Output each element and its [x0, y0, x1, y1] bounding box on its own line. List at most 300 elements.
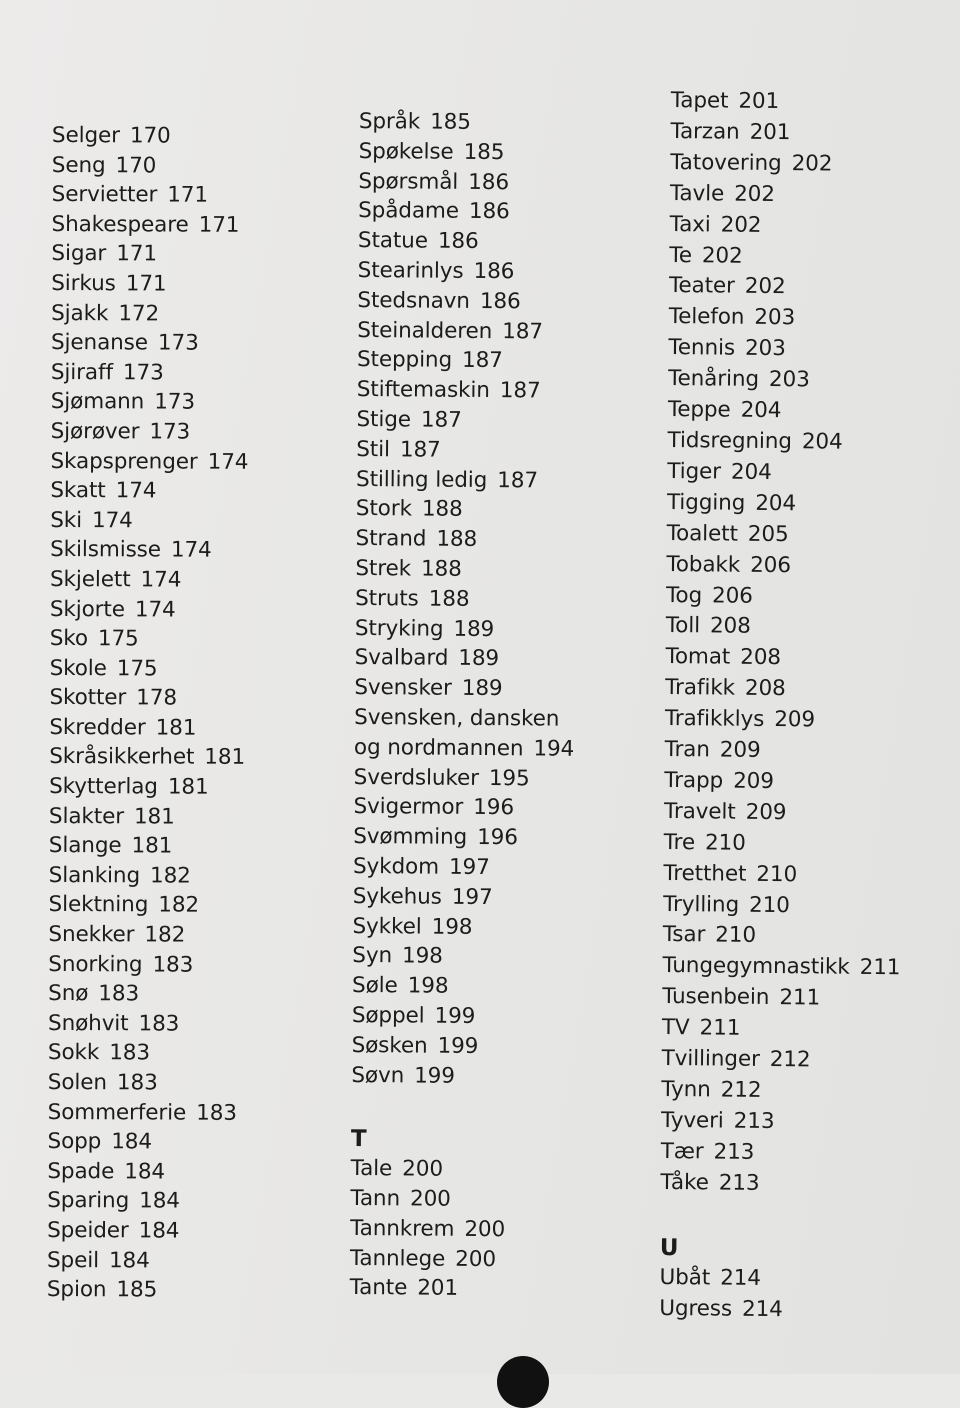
index-page-number: 208	[710, 614, 751, 639]
index-entry	[669, 271, 907, 304]
index-page-number: 186	[468, 169, 509, 194]
index-page-number: 185	[116, 1277, 157, 1302]
index-page-number: 171	[126, 271, 167, 296]
index-entry	[49, 742, 247, 772]
index-page-number: 197	[452, 884, 493, 909]
index-page-number: 173	[158, 331, 199, 356]
index-page-number: 170	[116, 153, 157, 178]
index-term: Speider	[47, 1218, 129, 1243]
index-entry	[47, 1275, 245, 1305]
index-term: Teppe	[668, 397, 731, 423]
index-page-number: 201	[417, 1276, 458, 1301]
index-page-number: 213	[734, 1109, 775, 1134]
index-entry	[664, 735, 902, 768]
index-term: Søsken	[352, 1033, 428, 1059]
index-entry	[47, 1157, 245, 1187]
index-page-number: 184	[139, 1189, 180, 1214]
index-term: Trafikk	[665, 675, 735, 701]
index-term: Snøhvit	[48, 1011, 129, 1036]
index-term: Stepping	[357, 347, 452, 373]
index-term: Strek	[355, 556, 411, 581]
index-page-number: 202	[745, 274, 786, 299]
index-entry	[358, 196, 578, 228]
index-page-number: 211	[860, 955, 901, 980]
index-entry	[51, 299, 249, 329]
index-page-number: 187	[421, 407, 462, 432]
index-page-number: 199	[437, 1033, 478, 1058]
index-page-number: 187	[500, 378, 541, 403]
index-term: Snekker	[48, 922, 134, 947]
index-term: Skilsmisse	[50, 537, 161, 562]
index-term: Stork	[356, 496, 412, 521]
index-page-number: 183	[109, 1041, 150, 1066]
index-entry	[50, 565, 248, 595]
index-term: Stilling ledig	[356, 467, 487, 493]
index-entry	[670, 179, 908, 212]
index-page-number: 188	[422, 497, 463, 522]
index-entry	[659, 1263, 897, 1296]
index-page-number: 184	[111, 1129, 152, 1154]
index-page-number: 203	[769, 367, 810, 392]
index-term: Spøkelse	[359, 139, 454, 165]
index-entry	[662, 1013, 900, 1046]
index-entry	[358, 226, 578, 258]
index-term: Tsar	[663, 922, 706, 947]
index-term: Slektning	[49, 892, 149, 917]
index-page-number: 182	[144, 922, 185, 947]
index-entry	[48, 1038, 246, 1068]
index-term: Svensken, dansken	[354, 705, 559, 732]
index-entry	[51, 269, 249, 299]
index-page-number: 187	[462, 348, 503, 373]
index-term: Skredder	[49, 715, 145, 740]
index-entry	[661, 1106, 899, 1139]
index-term: Tannkrem	[350, 1216, 454, 1242]
index-entry	[351, 1060, 571, 1092]
index-page-number: 178	[136, 686, 177, 711]
index-page-number: 189	[462, 676, 503, 701]
index-entry	[664, 797, 902, 830]
index-entry	[670, 117, 908, 150]
index-term: Tannlege	[350, 1246, 445, 1272]
index-term: Syn	[352, 943, 392, 968]
index-term: Tog	[666, 582, 702, 607]
index-term: og nordmannen	[354, 735, 524, 761]
index-entry	[352, 911, 572, 943]
index-term: Tobakk	[666, 552, 740, 578]
index-entry	[49, 861, 247, 891]
index-page-number: 206	[750, 552, 791, 577]
index-page-number: 202	[721, 212, 762, 237]
index-term: Trylling	[663, 892, 739, 918]
index-term: Tre	[664, 830, 696, 855]
index-page-number: 188	[436, 527, 477, 552]
index-term: Skotter	[49, 685, 126, 710]
index-term: Svensker	[354, 675, 452, 701]
index-entry	[667, 488, 905, 521]
index-entry	[663, 859, 901, 892]
index-entry	[48, 1068, 246, 1098]
index-page-number: 211	[779, 985, 820, 1010]
index-entry	[352, 941, 572, 973]
index-entry	[47, 1127, 245, 1157]
index-entry	[355, 614, 575, 646]
index-term: Tarzan	[670, 119, 739, 145]
index-entry	[359, 137, 579, 169]
index-entry	[357, 345, 577, 377]
index-entry	[354, 673, 574, 705]
index-term: Sirkus	[51, 271, 116, 296]
index-term: Sykkel	[352, 913, 421, 939]
index-term: Shakespeare	[51, 212, 188, 238]
index-term: Sigar	[51, 241, 106, 266]
index-term: Sjørøver	[51, 419, 140, 444]
index-term: Sokk	[48, 1040, 99, 1065]
index-entry	[48, 920, 246, 950]
index-page-number: 202	[792, 151, 833, 176]
index-entry	[355, 524, 575, 556]
index-term: Trafikklys	[665, 706, 765, 732]
index-page-number: 175	[117, 656, 158, 681]
index-entry	[51, 387, 249, 417]
index-page-number: 200	[410, 1187, 451, 1212]
index-entry	[48, 1009, 246, 1039]
index-term: Svømming	[353, 824, 467, 850]
index-term: Struts	[355, 586, 419, 611]
index-term: Travelt	[664, 799, 736, 825]
index-term: Sverdsluker	[354, 765, 479, 791]
index-entry	[671, 86, 909, 119]
index-entry	[49, 772, 247, 802]
index-entry	[50, 506, 248, 536]
index-term: Skjorte	[50, 596, 125, 621]
index-entry	[353, 852, 573, 884]
index-entry	[669, 302, 907, 335]
index-term: Snø	[48, 981, 88, 1006]
index-term: Tale	[351, 1156, 393, 1181]
index-page-number: 183	[138, 1011, 179, 1036]
index-entry	[50, 535, 248, 565]
index-term: Sjenanse	[51, 330, 148, 355]
index-term: Tyveri	[661, 1108, 724, 1134]
index-page-number: 189	[453, 616, 494, 641]
index-entry	[351, 1154, 571, 1186]
index-entry	[667, 519, 905, 552]
index-term: Slange	[49, 833, 122, 858]
index-term: Tåke	[660, 1170, 709, 1195]
index-term: Sykdom	[353, 854, 439, 880]
index-page-number: 172	[118, 301, 159, 326]
index-page-number: 213	[713, 1139, 754, 1164]
index-term: Slakter	[49, 804, 124, 829]
index-term: Spørsmål	[358, 169, 458, 195]
index-page-number: 181	[168, 775, 209, 800]
index-entry	[52, 151, 250, 181]
index-entry	[356, 405, 576, 437]
index-entry	[352, 971, 572, 1003]
index-term: Stryking	[355, 616, 444, 642]
index-term: Tidsregning	[667, 428, 792, 454]
index-term: Servietter	[52, 182, 158, 207]
index-entry	[49, 713, 247, 743]
index-page-number: 182	[150, 863, 191, 888]
index-term: Toll	[666, 613, 700, 638]
index-term: Skjelett	[50, 567, 131, 592]
index-entry	[670, 148, 908, 181]
index-term: Tigging	[667, 490, 746, 516]
index-term: Snorking	[48, 952, 142, 977]
index-term: Taxi	[670, 212, 711, 237]
index-entry	[664, 828, 902, 861]
index-page-number: 208	[740, 645, 781, 670]
index-term: Tvillinger	[662, 1046, 760, 1072]
index-page-number: 199	[434, 1004, 475, 1029]
index-page-number: 174	[208, 449, 249, 474]
index-term: Tapet	[671, 88, 729, 114]
index-page-number: 173	[123, 360, 164, 385]
index-term: Strand	[356, 526, 427, 552]
index-term: Solen	[48, 1070, 107, 1095]
index-page-number: 200	[455, 1246, 496, 1271]
index-entry	[350, 1244, 570, 1276]
section-letter: T	[351, 1124, 571, 1156]
index-page-number: 204	[755, 491, 796, 516]
index-page-number: 194	[533, 736, 574, 761]
index-term: Trapp	[664, 768, 723, 794]
index-page-number: 212	[770, 1047, 811, 1072]
index-term: Skatt	[50, 478, 105, 503]
index-term: Sykehus	[353, 884, 442, 910]
index-page-number: 171	[199, 212, 240, 237]
index-page-number: 183	[196, 1100, 237, 1125]
index-term: Stedsnavn	[357, 288, 470, 314]
page-number-dot	[497, 1356, 549, 1408]
index-page-number: 210	[749, 892, 790, 917]
index-page-number: 198	[408, 974, 449, 999]
index-page-number: 202	[734, 181, 775, 206]
index-term: Tann	[350, 1186, 400, 1211]
index-page-number: 204	[731, 459, 772, 484]
index-term: Telefon	[669, 304, 745, 330]
index-entry	[670, 210, 908, 243]
index-entry	[50, 624, 248, 654]
index-entry	[49, 683, 247, 713]
index-page-number: 210	[756, 862, 797, 887]
index-entry	[668, 364, 906, 397]
index-page-number: 171	[116, 242, 157, 267]
index-page-number: 184	[109, 1248, 150, 1273]
index-page-number: 173	[149, 419, 190, 444]
index-entry	[51, 210, 249, 240]
index-term: Teater	[669, 273, 735, 299]
index-entry	[50, 476, 248, 506]
index-term: Tungegymnastikk	[662, 953, 849, 980]
index-entry	[665, 673, 903, 706]
index-entry	[352, 1031, 572, 1063]
index-page-number: 174	[135, 597, 176, 622]
index-entry	[49, 802, 247, 832]
index-page-number: 187	[400, 437, 441, 462]
index-entry	[665, 704, 903, 737]
index-entry	[357, 316, 577, 348]
index-entry	[47, 1246, 245, 1276]
index-entry	[357, 375, 577, 407]
index-entry	[350, 1273, 570, 1305]
index-term: Toalett	[667, 521, 738, 547]
index-entry	[51, 358, 249, 388]
index-page-number: 181	[134, 804, 175, 829]
index-term: Stil	[356, 437, 390, 462]
index-term: Stige	[356, 407, 411, 432]
index-page-number: 214	[742, 1296, 783, 1321]
index-entry	[662, 1044, 900, 1077]
index-term: Stearinlys	[358, 258, 464, 284]
index-entry	[667, 457, 905, 490]
index-page-number: 209	[720, 738, 761, 763]
index-entry	[350, 1214, 570, 1246]
index-entry	[664, 766, 902, 799]
index-page-number: 174	[92, 508, 133, 533]
index-entry	[668, 333, 906, 366]
index-term: Seng	[52, 153, 106, 178]
index-page-number: 205	[748, 521, 789, 546]
index-term: Stiftemaskin	[357, 377, 490, 403]
index-entry	[354, 703, 574, 735]
index-page-number: 171	[167, 183, 208, 208]
index-page-number: 200	[464, 1217, 505, 1242]
index-entry	[352, 1001, 572, 1033]
index-page-number: 184	[139, 1218, 180, 1243]
index-page-number: 208	[745, 676, 786, 701]
index-entry	[666, 580, 904, 613]
index-entry	[358, 256, 578, 288]
index-page-number: 197	[449, 855, 490, 880]
index-page-number: 186	[473, 259, 514, 284]
index-term: Søvn	[351, 1062, 404, 1087]
index-entry	[666, 611, 904, 644]
index-term: Søle	[352, 973, 398, 998]
index-entry	[354, 733, 574, 765]
index-page-number: 181	[204, 745, 245, 770]
index-term: Svigermor	[353, 794, 463, 820]
index-term: TV	[662, 1015, 690, 1040]
index-entry	[52, 180, 250, 210]
index-entry	[52, 121, 250, 151]
index-term: Tynn	[661, 1077, 711, 1102]
index-entry	[355, 554, 575, 586]
index-entry	[47, 1186, 245, 1216]
index-term: Spade	[47, 1159, 114, 1184]
index-page-number: 210	[715, 923, 756, 948]
index-entry	[50, 654, 248, 684]
index-entry	[51, 328, 249, 358]
index-term: Te	[669, 243, 692, 268]
index-term: Tante	[350, 1275, 408, 1300]
index-page-number: 200	[402, 1157, 443, 1182]
section-spacer	[351, 1090, 571, 1122]
index-term: Skråsikkerhet	[49, 744, 194, 770]
index-entry	[350, 1184, 570, 1216]
index-entry	[47, 1216, 245, 1246]
index-term: Ski	[50, 508, 82, 533]
index-term: Skapsprenger	[50, 449, 197, 475]
index-page-number: 182	[158, 893, 199, 918]
index-entry	[661, 1075, 899, 1108]
index-entry	[663, 920, 901, 953]
index-term: Sjømann	[51, 389, 145, 414]
index-entry	[50, 447, 248, 477]
index-page-number: 196	[473, 795, 514, 820]
index-page-number: 181	[131, 834, 172, 859]
index-page-number: 198	[432, 914, 473, 939]
index-entry	[48, 979, 246, 1009]
index-entry	[357, 286, 577, 318]
index-term: Skole	[50, 656, 107, 681]
index-term: Steinalderen	[357, 318, 492, 344]
index-term: Tretthet	[663, 861, 746, 887]
index-column-1	[47, 121, 250, 1306]
index-entry	[353, 822, 573, 854]
index-page-number: 170	[130, 123, 171, 148]
index-entry	[353, 792, 573, 824]
index-page-number: 174	[116, 478, 157, 503]
index-page-number: 185	[464, 140, 505, 165]
index-entry	[667, 426, 905, 459]
index-page-number: 213	[719, 1170, 760, 1195]
index-entry	[353, 882, 573, 914]
index-page-number: 187	[497, 468, 538, 493]
index-page-number: 209	[746, 800, 787, 825]
index-page-number: 189	[458, 646, 499, 671]
index-page-number: 187	[502, 319, 543, 344]
index-entry	[49, 831, 247, 861]
index-term: Språk	[359, 109, 420, 134]
index-term: Sko	[50, 626, 88, 651]
index-term: Tomat	[665, 644, 730, 670]
index-page-number: 186	[438, 229, 479, 254]
index-page-number: 196	[477, 825, 518, 850]
index-entry	[662, 982, 900, 1015]
index-entry	[359, 107, 579, 139]
index-page-number: 188	[429, 586, 470, 611]
index-entry	[51, 239, 249, 269]
index-page-number: 199	[414, 1063, 455, 1088]
index-term: Tran	[665, 737, 710, 762]
index-entry	[49, 890, 247, 920]
index-term: Skytterlag	[49, 774, 158, 799]
index-page-number: 173	[154, 390, 195, 415]
index-page-number: 181	[156, 715, 197, 740]
index-entry	[48, 950, 246, 980]
index-page-number: 209	[774, 707, 815, 732]
index-entry	[666, 550, 904, 583]
index-page-number: 212	[721, 1078, 762, 1103]
index-term: Tenåring	[668, 366, 759, 392]
index-term: Sparing	[47, 1188, 129, 1213]
index-page-number: 202	[702, 243, 743, 268]
index-column-2	[350, 107, 580, 1305]
index-entry	[354, 763, 574, 795]
index-page-number: 185	[430, 110, 471, 135]
index-entry	[659, 1293, 897, 1326]
index-entry	[668, 395, 906, 428]
index-entry	[356, 494, 576, 526]
index-entry	[356, 465, 576, 497]
index-page-number: 183	[152, 952, 193, 977]
index-page-number: 175	[98, 626, 139, 651]
index-entry	[661, 1137, 899, 1170]
index-page-number: 183	[98, 981, 139, 1006]
